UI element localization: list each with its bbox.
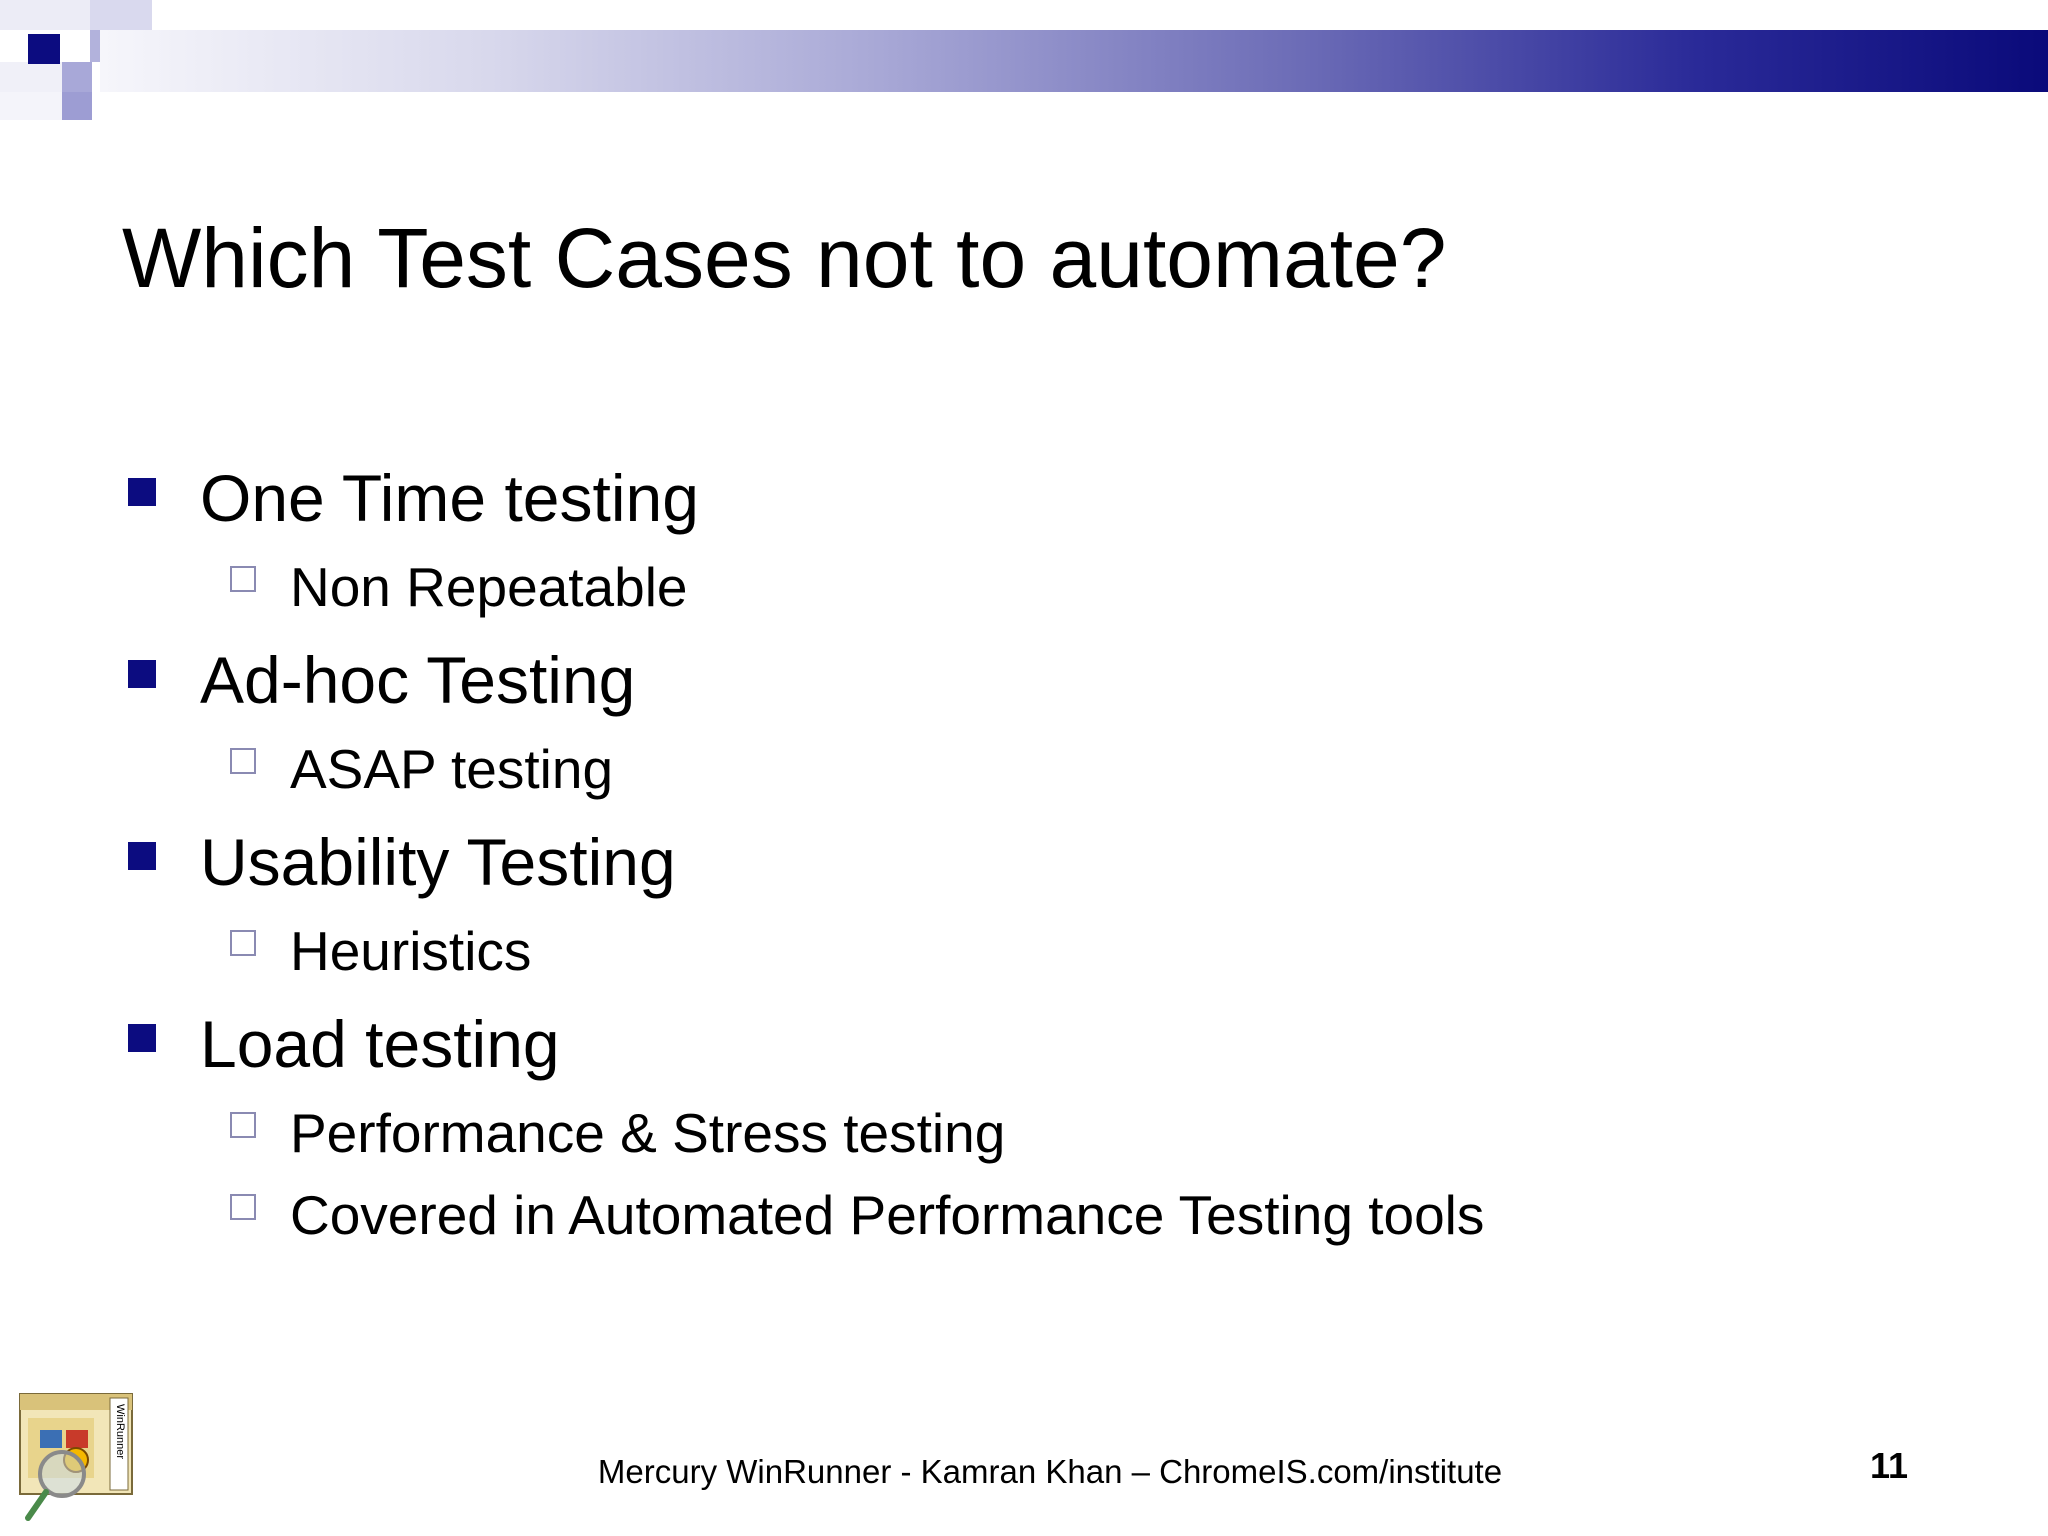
header-deco-square [90,0,152,30]
sub-bullet-item: ASAP testing [290,738,614,800]
winrunner-box-logo-icon [14,1390,144,1525]
hollow-square-icon [230,748,256,774]
filled-square-icon [128,478,156,506]
hollow-square-icon [230,566,256,592]
header-accent-square [28,34,60,64]
bullet-item: Load testing [200,1007,560,1081]
sub-bullet-item: Performance & Stress testing [290,1102,1006,1164]
bullet-item: Ad-hoc Testing [200,643,636,717]
slide-title: Which Test Cases not to automate? [122,211,1447,305]
hollow-square-icon [230,1194,256,1220]
logo-label: WinRunner [114,1404,126,1460]
header-deco-square [0,0,90,30]
sub-bullet-item: Covered in Automated Performance Testing tools [290,1184,1485,1246]
filled-square-icon [128,1024,156,1052]
header-deco-square [62,92,92,120]
header-deco-square [62,62,92,92]
sub-bullet-item: Heuristics [290,920,532,982]
footer-text: Mercury WinRunner - Kamran Khan – ChromeIS.com/institute [597,1453,1503,1490]
bullet-item: One Time testing [200,461,699,535]
header-gradient-bar [100,30,2048,92]
header-deco-square [0,62,62,92]
bullet-item: Usability Testing [200,825,676,899]
header-deco-square [0,92,62,120]
hollow-square-icon [230,930,256,956]
filled-square-icon [128,660,156,688]
page-number: 11 [1870,1445,1909,1486]
sub-bullet-item: Non Repeatable [290,556,688,618]
filled-square-icon [128,842,156,870]
hollow-square-icon [230,1112,256,1138]
